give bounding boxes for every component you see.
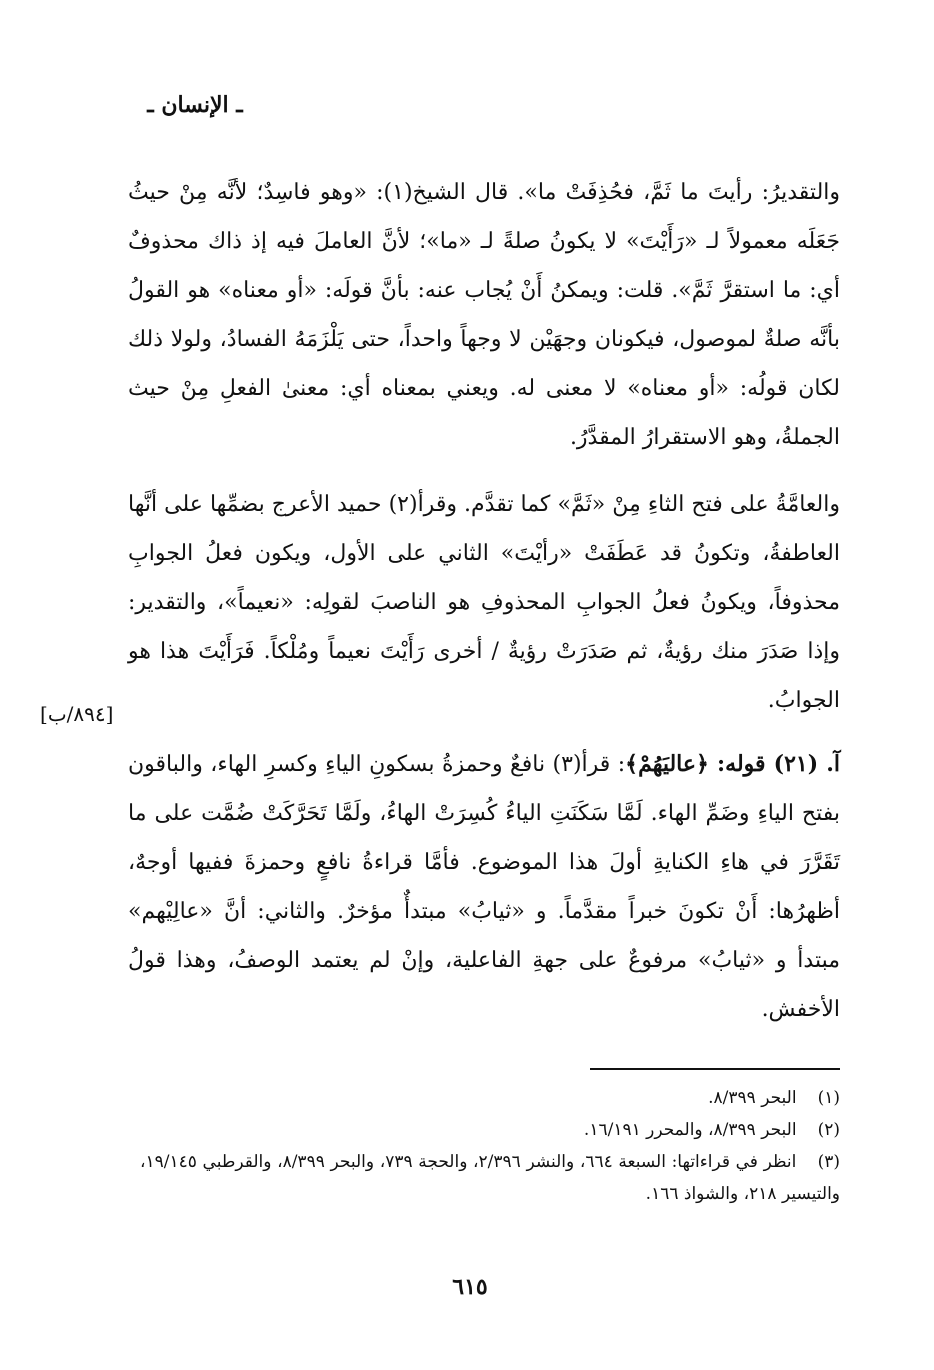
manuscript-folio-marker: [٨٩٤/ب] (40, 702, 114, 726)
paragraph-3 (128, 740, 840, 1034)
paragraph-2: والعامَّةُ على فتح الثاءِ مِنْ «ثَمَّ» كما تقدَّم. وقرأ(٢) حميد الأعرج بضمِّها على أنَّها العاطفةُ، وتكونُ قد عَطَفَتْ «رأيْتَ» الثاني على الأول، ويكون فعلُ الجوابِ محذوفاً، ويكونُ فعلُ الجوابِ المحذوفِ هو الناصبَ لقولِه: «نعيماً»، والتقدير: وإذا صَدَرَ منك رؤيةٌ، ثم صَدَرَتْ رؤيةٌ / أخرى رَأَيْتَ نعيماً ومُلْكاً. فَرَأَيْتَ هذا هو الجوابُ. (128, 492, 840, 713)
footnote-3 (140, 1146, 840, 1210)
footnote-number: (١) (817, 1088, 840, 1108)
footnote-1 (140, 1082, 840, 1114)
paragraph-1: والتقديرُ: رأيتَ ما ثَمَّ، فحُذِفَتْ ما». قال الشيخ(١): «وهو فاسِدٌ؛ لأنَّه مِنْ حيثُ جَعَلَه معمولاً لـ «رَأَيْتَ» لا يكونُ صلةً لـ «ما»؛ لأنَّ العاملَ فيه إذ ذاك محذوفٌ أي: ما استقرَّ ثَمَّ». قلت: ويمكنُ أَنْ يُجاب عنه: بأنَّ قولَه: «أو معناه» هو القولُ بأنَّه صلةٌ لموصول، فيكونان وجهَيْن لا وجهاً واحداً، حتى يَلْزَمَهُ الفسادُ، ولولا ذلك لكان قولُه: «أو معناه» لا معنى له. ويعني بمعناه أي: معنىٰ الفعلِ مِنْ حيث الجملةُ، وهو الاستقرارُ المقدَّرُ. (128, 180, 841, 450)
footnote-text: البحر ٨/٣٩٩، والمحرر ١٦/١٩١. (583, 1120, 797, 1140)
footnote-separator (590, 1068, 840, 1070)
footnote-number: (٣) (817, 1152, 840, 1172)
footnote-text: انظر في قراءاتها: السبعة ٦٦٤، والنشر ٢/٣٩٦، والحجة ٧٣٩، والبحر ٨/٣٩٩، والقرطبي ١٩/١٤٥، والتيسير ٢١٨، والشواذ ١٦٦. (140, 1152, 840, 1204)
footnotes (140, 1082, 840, 1210)
footnote-2 (140, 1114, 840, 1146)
running-header: ـ الإنسان ـ (147, 92, 243, 118)
main-text (128, 168, 840, 1034)
footnote-text: البحر ٨/٣٩٩. (708, 1088, 797, 1108)
paragraph-3-text: : قرأ(٣) نافعٌ وحمزةُ بسكونِ الياءِ وكسرِ الهاء، والباقون بفتح الياءِ وضَمِّ الهاء. لَمَّا سَكَنَتِ الياءُ كُسِرَتْ الهاءُ، ولَمَّا تَحَرَّكَتْ ضُمَّت على ما تَقَرَّرَ في هاءِ الكنايةِ أولَ هذا الموضوع. فأمَّا قراءةُ نافعٍ وحمزةَ ففيها أوجهٌ، أظهرُها: أَنْ تكونَ خبراً مقدَّماً. و «ثيابُ» مبتدأٌ مؤخرٌ. والثاني: أنَّ «عالِيْهم» مبتدأ و «ثيابُ» مرفوعٌ على جهةِ الفاعلية، وإنْ لم يعتمد الوصفُ، وهذا قولُ الأخفش. (128, 752, 840, 1022)
footnote-number: (٢) (817, 1120, 840, 1140)
page-number: ٦١٥ (452, 1274, 488, 1300)
verse-reference: آ. (٢١) قوله: ﴿عاليَهُمْ﴾ (625, 751, 841, 777)
